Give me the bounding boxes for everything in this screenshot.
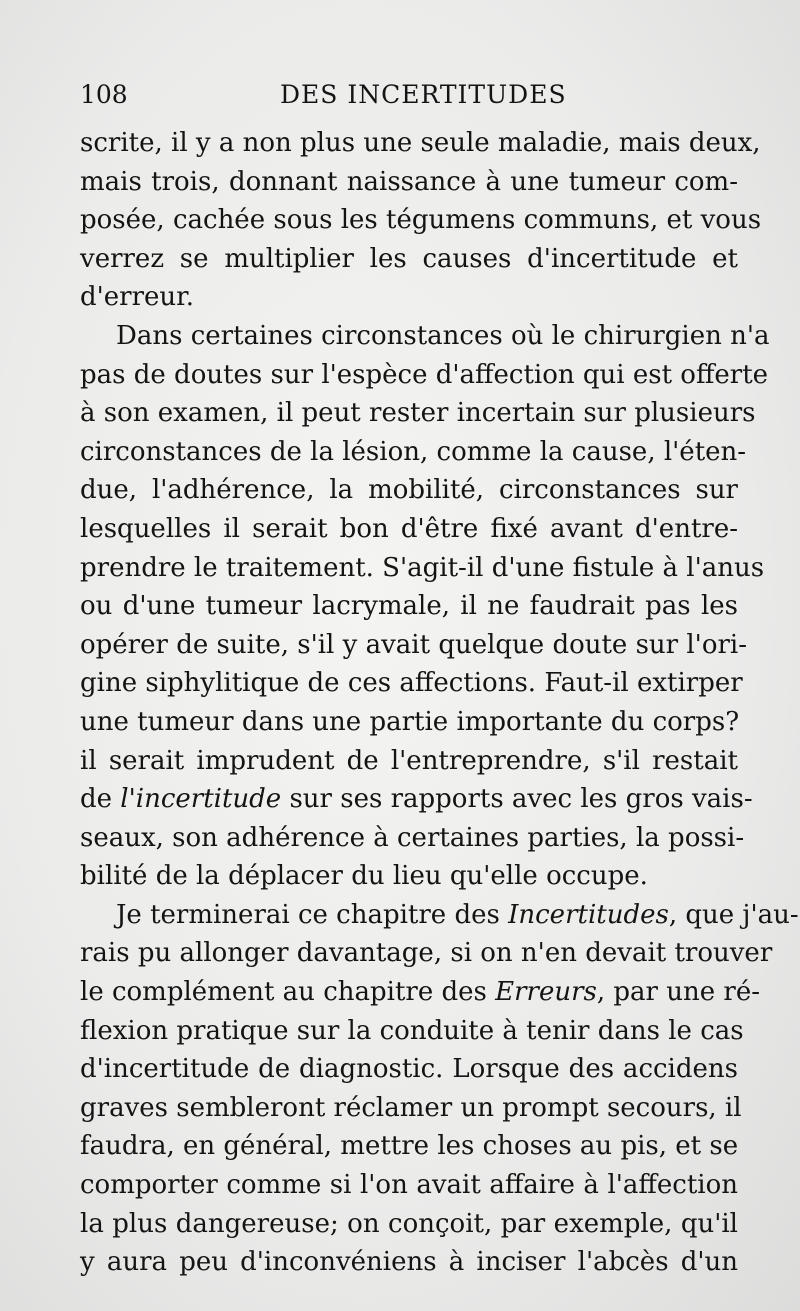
text-line: verrez se multiplier les causes d'incertitude et	[80, 243, 738, 274]
text-line: pas de doutes sur l'espèce d'affection qui est offerte	[80, 359, 769, 390]
text-line: la plus dangereuse; on conçoit, par exemple, qu'il	[80, 1208, 738, 1239]
text-line: y aura peu d'inconvéniens à inciser l'abcès d'un	[80, 1247, 738, 1278]
text-line: due, l'adhérence, la mobilité, circonstances sur	[80, 475, 738, 506]
text-line: ou d'une tumeur lacrymale, il ne faudrait pas les	[80, 591, 738, 622]
text-line: le complément au chapitre des Erreurs, par une ré-	[80, 977, 760, 1008]
text-line: opérer de suite, s'il y avait quelque doute sur l'ori-	[80, 629, 748, 660]
running-title: DES INCERTITUDES	[280, 80, 567, 109]
page-number: 108	[80, 80, 128, 109]
page-header	[80, 80, 750, 120]
text-line: graves sembleront réclamer un prompt secours, il	[80, 1092, 742, 1123]
text-line: comporter comme si l'on avait affaire à l'affection	[80, 1170, 738, 1201]
text-line: scrite, il y a non plus une seule maladie, mais deux,	[80, 128, 761, 158]
text-line: posée, cachée sous les tégumens communs, et vous	[80, 205, 762, 236]
text-line: lesquelles il serait bon d'être fixé avant d'entre-	[80, 513, 738, 544]
body-text	[80, 124, 799, 1282]
text-line: bilité de la déplacer du lieu qu'elle occupe.	[80, 861, 648, 892]
text-line: circonstances de la lésion, comme la cause, l'éten-	[80, 436, 747, 467]
text-line: de l'incertitude sur ses rapports avec les gros vais-	[80, 784, 753, 815]
text-line: faudra, en général, mettre les choses au pis, et se	[80, 1131, 739, 1162]
text-line: prendre le traitement. S'agit-il d'une fistule à l'anus	[80, 552, 765, 583]
text-line: gine siphylitique de ces affections. Faut-il extirper	[80, 668, 743, 699]
text-line: mais trois, donnant naissance à une tumeur com-	[80, 166, 738, 197]
text-line: une tumeur dans une partie importante du corps?	[80, 706, 740, 737]
text-line: flexion pratique sur la conduite à tenir dans le cas	[80, 1015, 744, 1046]
text-line: Dans certaines circonstances où le chirurgien n'a	[116, 320, 770, 351]
text-line: il serait imprudent de l'entreprendre, s'il restait	[80, 745, 738, 776]
text-line: d'incertitude de diagnostic. Lorsque des accidens	[80, 1054, 738, 1085]
text-line: seaux, son adhérence à certaines parties, la possi-	[80, 822, 745, 853]
text-line: rais pu allonger davantage, si on n'en devait trouver	[80, 938, 773, 969]
text-line: à son examen, il peut rester incertain sur plusieurs	[80, 398, 756, 429]
text-line: d'erreur.	[80, 282, 195, 313]
text-line: Je terminerai ce chapitre des Incertitudes, que j'au-	[116, 899, 799, 930]
